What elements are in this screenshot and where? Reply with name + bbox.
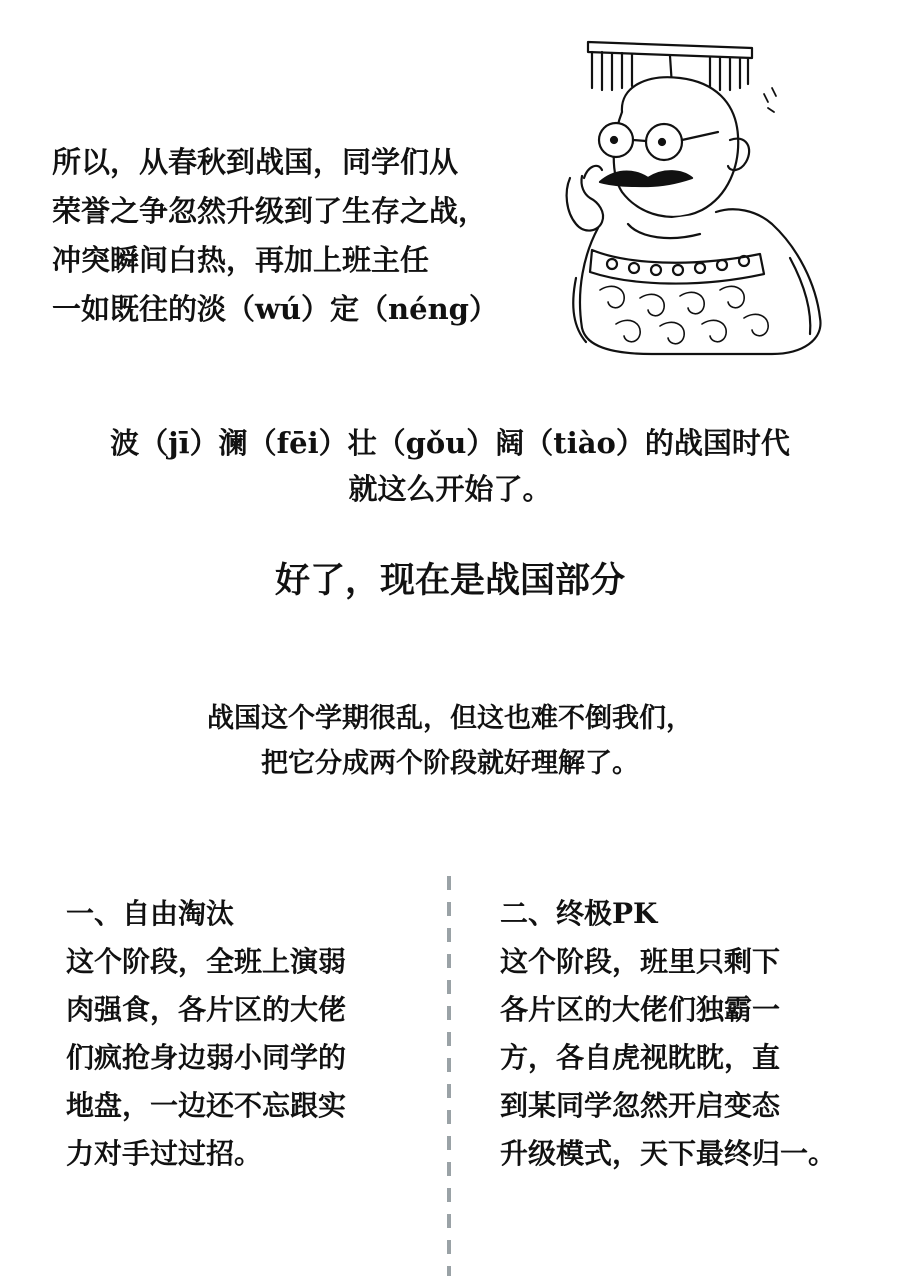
stage-one-line: 地盘，一边还不忘跟实 [66, 1089, 347, 1122]
split-caption [0, 696, 900, 786]
stage-one-line: 们疯抢身边弱小同学的 [66, 1041, 347, 1074]
stage-one-column [66, 890, 416, 1178]
stage-one-line: 肉强食，各片区的大佬 [66, 993, 347, 1026]
stage-one-line: 力对手过过招。 [66, 1137, 263, 1170]
stage-one-line: 这个阶段，全班上演弱 [66, 945, 347, 978]
intro-line: 荣誉之争忽然升级到了生存之战， [52, 194, 488, 228]
intro-paragraph [52, 138, 552, 334]
split-line: 战国这个学期很乱，但这也难不倒我们， [207, 703, 693, 734]
era-line: 就这么开始了。 [348, 472, 552, 506]
stage-two-line: 到某同学忽然开启变态 [500, 1089, 781, 1122]
stage-two-column [500, 890, 890, 1178]
stage-one-title: 一、自由淘汰 [66, 897, 235, 930]
emperor-cartoon-icon [540, 28, 840, 358]
stage-two-title: 二、终极PK [500, 897, 658, 930]
intro-line: 所以，从春秋到战国，同学们从 [52, 145, 459, 179]
stage-two-line: 这个阶段，班里只剩下 [500, 945, 781, 978]
era-line: 波（jī）澜（fēi）壮（gǒu）阔（tiào）的战国时代 [110, 426, 790, 460]
split-line: 把它分成两个阶段就好理解了。 [261, 748, 639, 779]
stage-two-line: 各片区的大佬们独霸一 [500, 993, 781, 1026]
era-caption [0, 420, 900, 512]
stage-two-line: 升级模式，天下最终归一。 [500, 1137, 837, 1170]
dashed-divider [446, 876, 452, 1276]
intro-line: 一如既往的淡（wú）定（néng） [52, 292, 498, 326]
section-heading: 好了，现在是战国部分 [274, 561, 625, 601]
intro-line: 冲突瞬间白热，再加上班主任 [52, 243, 430, 277]
stage-two-line: 方，各自虎视眈眈，直 [500, 1041, 781, 1074]
